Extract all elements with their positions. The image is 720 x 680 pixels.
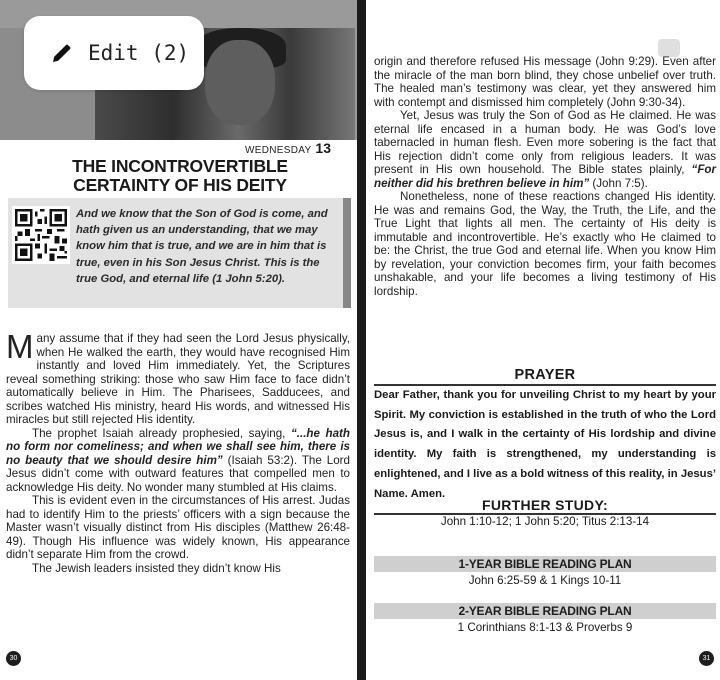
devotional-body-right xyxy=(374,55,716,298)
drop-cap: M xyxy=(6,328,34,365)
paragraph xyxy=(6,328,350,427)
paragraph: origin and therefore refused His message (John 9:29). Even after the miracle of the man born blind, they chose unbelief over truth. The healed man’s testimony was clear, yet they answered him with contempt and dismissed him completely (John 9:30-34). xyxy=(374,55,716,109)
day-number: 13 xyxy=(315,140,331,156)
paragraph: This is evident even in the circumstances of His arrest. Judas had to identify Him to the priests’ officers with a sign because the Master wasn’t visually distinct from His disciples (Matthew 26:48-49). Though His influence was widely known, His appearance didn’t separate Him from the crowd. xyxy=(6,494,350,561)
book-spine xyxy=(357,0,366,680)
page-number-left: 30 xyxy=(6,651,21,666)
paragraph xyxy=(6,427,350,495)
left-page xyxy=(0,0,357,680)
paragraph xyxy=(374,109,716,190)
two-year-plan-heading: 2-YEAR BIBLE READING PLAN xyxy=(374,603,716,619)
page-title xyxy=(20,157,340,195)
edit-button[interactable] xyxy=(24,16,204,90)
paragraph: The Jewish leaders insisted they didn’t know His xyxy=(32,561,281,575)
page-number-right: 31 xyxy=(699,651,714,666)
memory-verse-box xyxy=(8,198,351,308)
paragraph-text: any assume that if they had seen the Lord Jesus physically, when He walked the earth, they would have recognised Him instantly and loved Him immediately. Yet, the Scriptures reveal something striking: those who saw Him face to face didn’t automatically believe in Him. The Pharisees, Sadducees, and scribes watched His ministry, heard His words, and witnessed His miracles but still rejected His identity. xyxy=(6,332,350,426)
title-line-1: THE INCONTROVERTIBLE xyxy=(72,156,288,176)
pencil-icon xyxy=(50,41,74,65)
right-page xyxy=(366,0,720,680)
one-year-plan-reading: John 6:25-59 & 1 Kings 10-11 xyxy=(468,574,622,587)
memory-verse: And we know that the Son of God is come, and hath given us an understanding, that we may know him that is true, and we are in him that is true, even in his Son Jesus Christ. This is the true God, and eternal life (1 John 5:20). xyxy=(76,208,328,285)
edit-label: Edit (2) xyxy=(88,41,190,65)
further-study-refs: John 1:10-12; 1 John 5:20; Titus 2:13-14 xyxy=(440,515,650,528)
day-name: WEDNESDAY xyxy=(245,145,312,156)
paragraph: Nonetheless, none of these reactions changed His identity. He was and remains God, the Way, the Truth, the Life, and the True Light that lights all men. The certainty of His deity is immutable and incontrovertible. He’s exactly who He claimed to be: the Christ, the true God and eternal life. When you know Him by revelation, your conviction becomes firm, your faith becomes unshakable, and your life becomes a living testimony of His lordship. xyxy=(374,190,716,298)
paragraph-text: (Isaiah 53:2). The Lord Jesus didn’t come with outward features that compelled men to acknowledge His deity. No wonder many stumbled at His claims. xyxy=(6,453,350,494)
prayer-text: Dear Father, thank you for unveiling Christ to my heart by your Spirit. My conviction is established in the truth of who the Lord Jesus is, and I walk in the certainty of His lordship and divine identity. My faith is strengthened, my understanding is enlightened, and I live as a bold witness of this reality, in Jesus’ Name. Amen. xyxy=(374,389,716,500)
scripture-quote: “For neither did his brethren believe in him” xyxy=(374,163,716,190)
further-study-heading: FURTHER STUDY: xyxy=(481,497,609,513)
one-year-plan-heading: 1-YEAR BIBLE READING PLAN xyxy=(374,556,716,572)
prayer-heading: PRAYER xyxy=(514,367,576,383)
paragraph-text: The prophet Isaiah already prophesied, saying, xyxy=(32,426,291,440)
paragraph-text: (John 7:5). xyxy=(589,176,648,190)
title-line-2: CERTAINTY OF HIS DEITY xyxy=(73,175,287,195)
scripture-quote: “...he hath no form nor comeliness; and when we shall see him, there is no beauty that we should desire him” xyxy=(6,426,350,467)
devotional-body-left xyxy=(6,328,350,575)
paragraph-text: Yet, Jesus was truly the Son of God as He claimed. He was eternal life encased in a human body. He was God’s love tabernacled in human flesh. Even more sobering is the fact that His rejection didn’t come only from religious leaders. It was present in His own household. The Bible states plainly, xyxy=(374,109,716,176)
two-year-plan-reading: 1 Corinthians 8:1-13 & Proverbs 9 xyxy=(457,621,633,634)
qr-code[interactable] xyxy=(12,206,70,264)
